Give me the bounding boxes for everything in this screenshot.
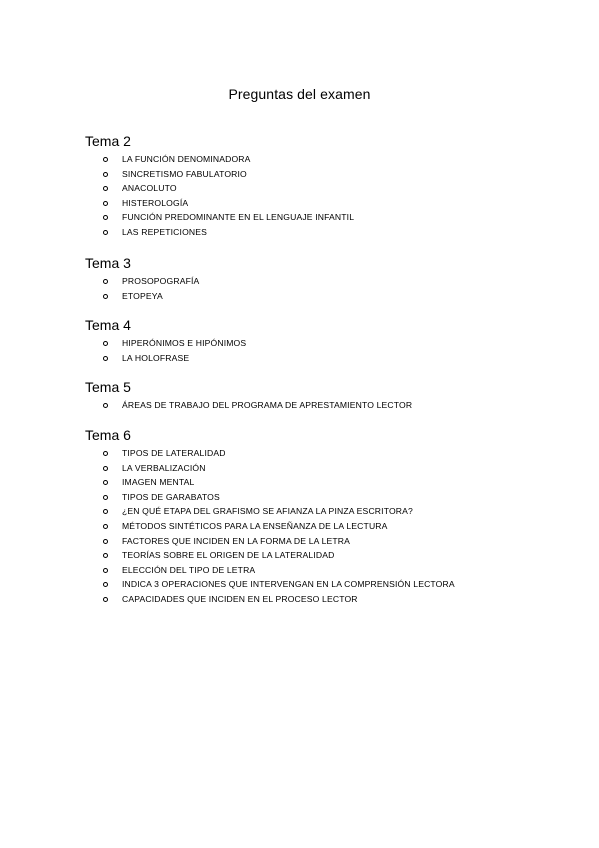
question-text: ¿EN QUÉ ETAPA DEL GRAFISMO SE AFIANZA LA PINZA ESCRITORA? bbox=[122, 506, 413, 517]
question-text: CAPACIDADES QUE INCIDEN EN EL PROCESO LECTOR bbox=[122, 593, 358, 604]
question-item bbox=[85, 563, 565, 578]
question-item bbox=[85, 592, 565, 607]
question-list bbox=[85, 152, 565, 240]
question-item bbox=[85, 289, 565, 304]
question-item bbox=[85, 461, 565, 476]
question-item bbox=[85, 196, 565, 211]
question-item bbox=[85, 519, 565, 534]
question-item bbox=[85, 577, 565, 592]
question-item bbox=[85, 225, 565, 240]
bullet-icon bbox=[103, 466, 108, 471]
bullet-icon bbox=[103, 294, 108, 299]
question-item bbox=[85, 167, 565, 182]
question-list bbox=[85, 446, 565, 607]
question-text: ÁREAS DE TRABAJO DEL PROGRAMA DE APRESTAMIENTO LECTOR bbox=[122, 400, 413, 410]
section-tema-5 bbox=[85, 379, 565, 413]
section-heading: Tema 4 bbox=[85, 317, 131, 333]
question-list bbox=[85, 274, 565, 303]
question-text: IMAGEN MENTAL bbox=[122, 477, 195, 488]
question-item bbox=[85, 534, 565, 549]
question-item bbox=[85, 336, 565, 351]
bullet-icon bbox=[103, 524, 108, 529]
question-text: TIPOS DE LATERALIDAD bbox=[122, 448, 226, 458]
question-text: INDICA 3 OPERACIONES QUE INTERVENGAN EN LA COMPRENSIÓN LECTORA bbox=[122, 579, 455, 590]
question-text: ANACOLUTO bbox=[122, 183, 177, 194]
bullet-icon bbox=[103, 451, 108, 456]
question-text: LAS REPETICIONES bbox=[122, 226, 208, 237]
bullet-icon bbox=[103, 157, 108, 162]
question-item bbox=[85, 548, 565, 563]
section-tema-3 bbox=[85, 255, 565, 303]
question-text: FACTORES QUE INCIDEN EN LA FORMA DE LA LETRA bbox=[122, 535, 351, 546]
question-text: MÉTODOS SINTÉTICOS PARA LA ENSEÑANZA DE LA LECTURA bbox=[122, 520, 388, 531]
bullet-icon bbox=[103, 582, 108, 587]
bullet-icon bbox=[103, 186, 108, 191]
bullet-icon bbox=[103, 597, 108, 602]
section-heading: Tema 3 bbox=[85, 255, 131, 271]
question-text: LA HOLOFRASE bbox=[122, 352, 190, 363]
bullet-icon bbox=[103, 495, 108, 500]
bullet-icon bbox=[103, 230, 108, 235]
section-heading: Tema 2 bbox=[85, 133, 131, 149]
bullet-icon bbox=[103, 568, 108, 573]
question-text: HIPERÓNIMOS E HIPÓNIMOS bbox=[122, 338, 247, 348]
question-item bbox=[85, 504, 565, 519]
bullet-icon bbox=[103, 279, 108, 284]
question-item bbox=[85, 152, 565, 167]
section-heading: Tema 5 bbox=[85, 379, 131, 395]
bullet-icon bbox=[103, 539, 108, 544]
bullet-icon bbox=[103, 341, 108, 346]
question-text: SINCRETISMO FABULATORIO bbox=[122, 168, 247, 179]
question-item bbox=[85, 274, 565, 289]
question-text: PROSOPOGRAFÍA bbox=[122, 276, 200, 286]
section-heading: Tema 6 bbox=[85, 427, 131, 443]
question-list bbox=[85, 336, 565, 365]
bullet-icon bbox=[103, 201, 108, 206]
question-text: LA VERBALIZACIÓN bbox=[122, 462, 206, 473]
bullet-icon bbox=[103, 480, 108, 485]
section-tema-6 bbox=[85, 427, 565, 607]
question-text: HISTEROLOGÍA bbox=[122, 197, 189, 208]
section-tema-4 bbox=[85, 317, 565, 365]
question-item bbox=[85, 351, 565, 366]
question-text: ETOPEYA bbox=[122, 290, 163, 301]
question-list bbox=[85, 398, 565, 413]
bullet-icon bbox=[103, 356, 108, 361]
question-item bbox=[85, 210, 565, 225]
bullet-icon bbox=[103, 553, 108, 558]
question-text: ELECCIÓN DEL TIPO DE LETRA bbox=[122, 564, 256, 575]
question-item bbox=[85, 181, 565, 196]
question-text: LA FUNCIÓN DENOMINADORA bbox=[122, 154, 251, 164]
question-item bbox=[85, 490, 565, 505]
bullet-icon bbox=[103, 509, 108, 514]
question-item bbox=[85, 398, 565, 413]
question-text: TIPOS DE GARABATOS bbox=[122, 491, 220, 502]
question-text: FUNCIÓN PREDOMINANTE EN EL LENGUAJE INFANTIL bbox=[122, 212, 355, 223]
question-item bbox=[85, 446, 565, 461]
question-item bbox=[85, 475, 565, 490]
question-text: TEORÍAS SOBRE EL ORIGEN DE LA LATERALIDAD bbox=[122, 550, 335, 561]
section-tema-2 bbox=[85, 133, 565, 240]
bullet-icon bbox=[103, 172, 108, 177]
bullet-icon bbox=[103, 403, 108, 408]
bullet-icon bbox=[103, 215, 108, 220]
document-title: Preguntas del examen bbox=[228, 86, 371, 102]
